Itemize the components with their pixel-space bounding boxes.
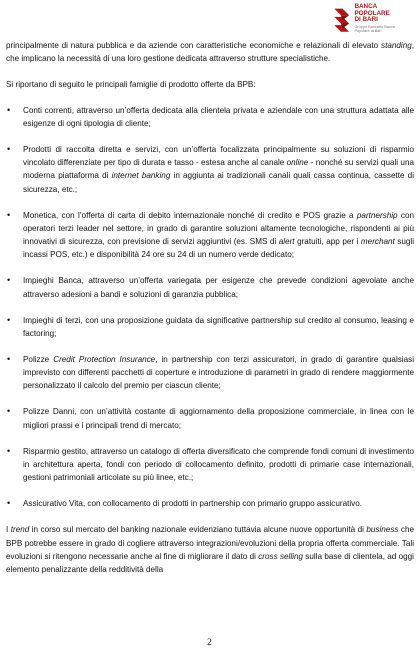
product-family-text: Conti correnti, attraverso un’offerta dedicata alla clientela privata e aziendale con una struttura adattata alle esigenze di ogni tipologia di cliente; bbox=[23, 105, 414, 128]
italic-term: partnership bbox=[356, 210, 398, 220]
bullet-icon: • bbox=[7, 104, 11, 115]
product-family-text: Risparmio gestito, attraverso un catalogo di offerta diversificato che comprende fondi comuni di investimento in architettura aperta, fondi con periodo di collocamento definito, prodotti di primarie case internazionali, gestioni patrimoniali articolate su più linee, etc.; bbox=[23, 446, 414, 483]
italic-term: business bbox=[366, 525, 399, 535]
product-family-text: Polizze Danni, con un’attività costante di aggiornamento della proposizione commerciale, in linea con le migliori prassi e i principali trend di mercato; bbox=[23, 407, 414, 430]
logo-line-3: DI BARI bbox=[354, 16, 378, 24]
italic-term: trend bbox=[10, 525, 30, 535]
product-family-item bbox=[6, 104, 414, 130]
product-family-item bbox=[6, 445, 414, 485]
italic-term: cross selling bbox=[258, 551, 303, 561]
product-family-item bbox=[6, 209, 414, 262]
logo-line-1: BANCA bbox=[354, 3, 378, 10]
closing-paragraph: I trend in corso sul mercato del banking nazionale evidenziano tuttavia alcune nuove opportunità di business che BPB potrebbe essere in grado di cogliere attraverso integrazioni/evoluzioni della propria offerta commerciale. Tali evoluzioni si ritengono necessarie anche al fine di migliorare il dato di cross selling sulla base di clientela, ad oggi elemento penalizzante della redditività della bbox=[6, 525, 415, 574]
italic-term: merchant bbox=[360, 237, 395, 247]
product-family-item bbox=[6, 314, 414, 340]
product-family-item bbox=[6, 405, 414, 431]
bullet-icon: • bbox=[7, 275, 11, 286]
logo-line-2: POPOLARE bbox=[354, 9, 390, 17]
italic-term: online bbox=[286, 158, 309, 168]
product-family-text: Impieghi Banca, attraverso un’offerta variegata per esigenze che prevede condizioni agevolate anche attraverso adesioni a bandi e soluzioni di garanzia pubblica; bbox=[23, 276, 414, 299]
bullet-icon: • bbox=[7, 406, 11, 417]
italic-term: internet banking bbox=[111, 171, 171, 181]
page-number: 2 bbox=[207, 638, 212, 648]
bullet-icon: • bbox=[7, 445, 11, 456]
italic-term: alert bbox=[278, 237, 295, 247]
product-family-list bbox=[6, 104, 414, 511]
product-family-item bbox=[6, 274, 414, 300]
document-body bbox=[6, 39, 414, 576]
product-family-text: Polizze Credit Protection Insurance, in partnership con terzi assicuratori, in grado di garantire qualsiasi imprevisto con differenti pacchetti di coperture e introduzione di parametri in grado di rendere maggiormente personalizzato il calcolo del premio per ciascun cliente; bbox=[23, 354, 414, 391]
product-family-item bbox=[6, 497, 414, 510]
product-family-item bbox=[6, 353, 414, 393]
bullet-icon: • bbox=[7, 143, 11, 154]
bank-logo bbox=[331, 4, 411, 40]
product-family-text: Prodotti di raccolta diretta e servizi, con un’offerta focalizzata principalmente su soluzioni di risparmio vincolato differenziate per tipo di durata e tasso - estesa anche al canale online - nonché su servizi quali una moderna piattaforma di internet banking in aggiunta ai tradizionali canali quali cassa continua, cassette di sicurezza, etc.; bbox=[23, 144, 414, 194]
bullet-icon: • bbox=[7, 498, 11, 509]
bullet-icon: • bbox=[7, 314, 11, 325]
product-families-intro: Si riportano di seguito le principali famiglie di prodotto offerte da BPB: bbox=[6, 80, 256, 90]
bullet-icon: • bbox=[7, 209, 11, 220]
bullet-icon: • bbox=[7, 353, 11, 364]
product-family-text: Assicurativo Vita, con collocamento di prodotti in partnership con primario gruppo assicurativo. bbox=[23, 499, 363, 509]
italic-term: standing bbox=[381, 41, 412, 50]
product-family-item bbox=[6, 143, 414, 196]
bank-logo-text bbox=[354, 4, 411, 34]
italic-term: Credit Protection Insurance bbox=[53, 354, 156, 364]
product-family-text: Impieghi di terzi, con una proposizione guidata da significative partnership sul credito al consumo, leasing e factoring; bbox=[23, 315, 414, 338]
bank-logo-emblem bbox=[331, 4, 352, 38]
opening-paragraph: principalmente di natura pubblica e da aziende con caratteristiche economiche e relazionali di elevato standing, che implicano la necessità di una loro gestione dedicata attraverso strutture specialistiche. bbox=[6, 41, 414, 64]
logo-subtitle: Gruppo Bancario Banca Popolare di Bari bbox=[354, 24, 395, 34]
product-family-text: Monetica, con l’offerta di carta di debito internazionale nonché di credito e POS grazie a partnership con operatori terzi leader nel settore, in grado di garantire soluzioni altamente tecnologiche, rispondenti ai più innovativi di sicurezza, con previsione di servizi aggiuntivi (es. SMS di alert gratuiti, app per i merchant sugli incassi POS, etc.) e disponibilità 24 ore su 24 di un numero verde dedicato; bbox=[23, 210, 415, 260]
